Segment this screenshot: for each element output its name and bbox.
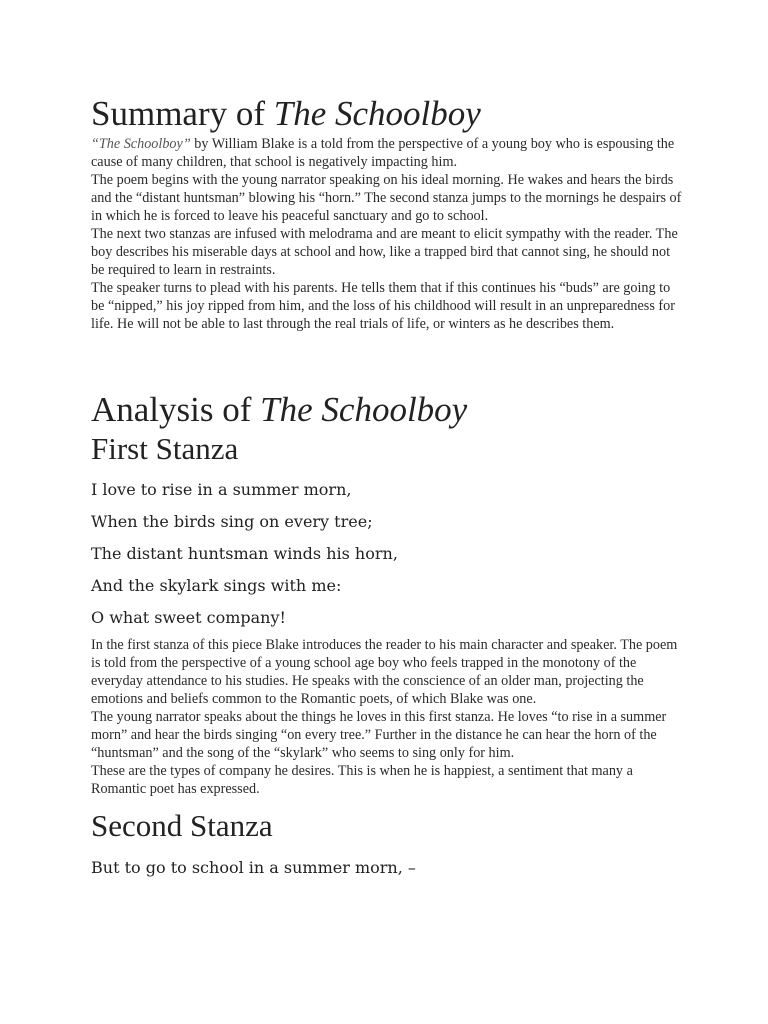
verse-line: I love to rise in a summer morn, [91,480,352,499]
analysis-paragraph: In the first stanza of this piece Blake introduces the reader to his main character and speaker. The poem is told from the perspective of a young school age boy who feels trapped in the monotony of the everyday attendance to his studies. He speaks with the conscience of an older man, projecting the emotions and beliefs common to the Romantic poets, of which Blake was one. [91,637,678,707]
first-stanza-heading: First Stanza [91,431,239,466]
verse-line: And the skylark sings with me: [91,576,342,595]
first-stanza-verse [91,480,398,640]
summary-intro-paragraph [91,135,683,171]
verse-line: But to go to school in a summer morn, – [91,858,416,877]
analysis-heading-title: The Schoolboy [260,390,468,429]
analysis-paragraph: The young narrator speaks about the things he loves in this first stanza. He loves “to rise in a summer morn” and hear the birds singing “on every tree.” Further in the distance he can hear the horn of the “huntsman” and the song of the “skylark” who seems to sing only for him. [91,709,667,761]
summary-section [91,135,683,333]
summary-paragraph: The next two stanzas are infused with melodrama and are meant to elicit sympathy with the reader. The boy describes his miserable days at school and how, like a trapped bird that cannot sing, he should not be required to learn in restraints. [91,226,678,278]
summary-heading [91,96,481,131]
analysis-paragraph: These are the types of company he desires. This is when he is happiest, a sentiment that many a Romantic poet has expressed. [91,763,633,797]
verse-line: O what sweet company! [91,608,286,627]
summary-paragraph: The speaker turns to plead with his parents. He tells them that if this continues his “buds” are going to be “nipped,” his joy ripped from him, and the loss of his childhood will result in an unpreparedness for life. He will not be able to last through the real trials of life, or winters as he describes them. [91,280,675,332]
verse-line: When the birds sing on every tree; [91,512,373,531]
second-stanza-heading: Second Stanza [91,808,273,843]
summary-heading-prefix: Summary of [91,94,274,133]
second-stanza-verse [91,858,416,878]
summary-paragraph: The poem begins with the young narrator speaking on his ideal morning. He wakes and hears the birds and the “distant huntsman” blowing his “horn.” The second stanza jumps to the mornings he despairs of in which he is forced to leave his peaceful sanctuary and go to school. [91,172,682,224]
first-stanza-analysis [91,636,683,798]
analysis-heading [91,392,467,427]
summary-heading-title: The Schoolboy [273,94,481,133]
summary-intro-text: by William Blake is a told from the perspective of a young boy who is espousing the cause of many children, that school is negatively impacting him. [91,136,675,170]
poem-title-reference: “The Schoolboy” [91,136,191,152]
verse-line: The distant huntsman winds his horn, [91,544,398,563]
analysis-heading-prefix: Analysis of [91,390,261,429]
